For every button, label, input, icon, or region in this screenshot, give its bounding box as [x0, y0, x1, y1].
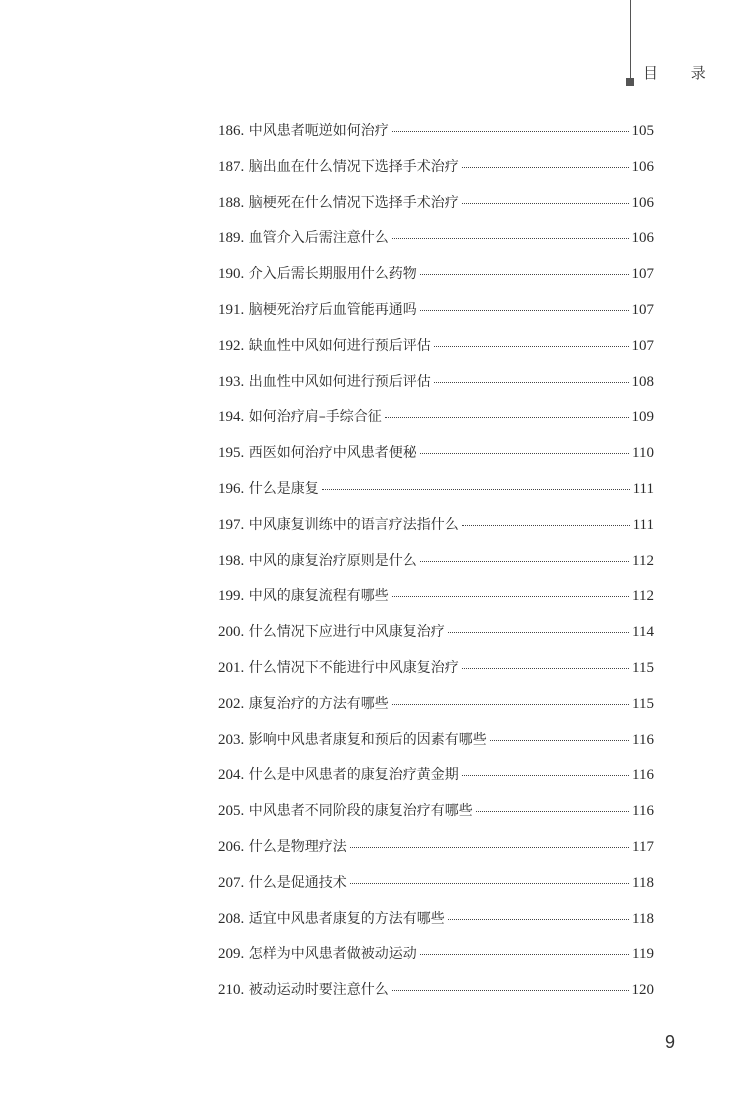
- toc-entry-label: 中风的康复治疗原则是什么: [248, 552, 417, 569]
- dot-leader: [462, 167, 629, 168]
- section-title: 目 录: [643, 64, 720, 82]
- toc-entry-label: 中风康复训练中的语言疗法指什么: [248, 516, 459, 533]
- toc-entry-number: 197.: [218, 516, 245, 533]
- dot-leader: [350, 847, 629, 848]
- toc-entry-title: [218, 693, 389, 713]
- toc-entry-page: 112: [632, 588, 654, 605]
- toc-entry[interactable]: [218, 227, 654, 263]
- toc-entry-number: 203.: [218, 731, 245, 748]
- toc-entry-page: 118: [632, 874, 654, 891]
- toc-entry[interactable]: [218, 872, 654, 908]
- toc-entry-page: 110: [632, 445, 654, 462]
- toc-entry[interactable]: [218, 800, 654, 836]
- toc-entry[interactable]: [218, 836, 654, 872]
- toc-entry-title: [218, 192, 459, 212]
- toc-entry-label: 被动运动时要注意什么: [248, 982, 389, 999]
- toc-entry-number: 198.: [218, 552, 245, 569]
- toc-entry-title: [218, 263, 417, 283]
- toc-entry-number: 189.: [218, 230, 245, 247]
- toc-entry[interactable]: [218, 299, 654, 335]
- toc-entry-number: 193.: [218, 373, 245, 390]
- toc-entry-label: 中风患者不同阶段的康复治疗有哪些: [248, 803, 473, 820]
- toc-entry-number: 187.: [218, 158, 245, 175]
- toc-entry[interactable]: [218, 156, 654, 192]
- toc-entry-title: [218, 442, 417, 462]
- toc-entry-label: 血管介入后需注意什么: [248, 230, 389, 247]
- toc-entry[interactable]: [218, 729, 654, 765]
- toc-entry-number: 210.: [218, 982, 245, 999]
- toc-entry-title: [218, 657, 459, 677]
- dot-leader: [448, 919, 629, 920]
- toc-entry-page: 106: [631, 194, 654, 211]
- dot-leader: [350, 883, 629, 884]
- toc-entry-number: 190.: [218, 266, 245, 283]
- toc-entry-page: 106: [631, 230, 654, 247]
- toc-entry-number: 201.: [218, 659, 245, 676]
- toc-entry-label: 适宜中风患者康复的方法有哪些: [248, 910, 445, 927]
- table-of-contents: [218, 120, 654, 1015]
- dot-leader: [420, 310, 629, 311]
- toc-entry-label: 缺血性中风如何进行预后评估: [248, 337, 431, 354]
- toc-entry-page: 118: [632, 910, 654, 927]
- dot-leader: [434, 346, 629, 347]
- toc-entry[interactable]: [218, 585, 654, 621]
- dot-leader: [462, 775, 629, 776]
- toc-entry-number: 209.: [218, 946, 245, 963]
- dot-leader: [322, 489, 630, 490]
- toc-entry[interactable]: [218, 943, 654, 979]
- toc-entry-label: 中风患者呃逆如何治疗: [248, 123, 389, 139]
- toc-entry-title: [218, 478, 319, 498]
- toc-entry-title: [218, 371, 431, 391]
- toc-entry-title: [218, 550, 417, 570]
- toc-entry-label: 影响中风患者康复和预后的因素有哪些: [248, 731, 487, 748]
- toc-entry-number: 186.: [218, 123, 245, 139]
- dot-leader: [462, 525, 630, 526]
- toc-entry-title: [218, 872, 347, 892]
- toc-entry-number: 194.: [218, 409, 245, 426]
- toc-entry-number: 196.: [218, 480, 245, 497]
- toc-entry-label: 什么是促通技术: [248, 874, 347, 891]
- toc-entry[interactable]: [218, 514, 654, 550]
- toc-entry-page: 116: [632, 767, 654, 784]
- dot-leader: [392, 238, 629, 239]
- toc-entry-label: 脑梗死治疗后血管能再通吗: [248, 301, 417, 318]
- toc-entry-label: 中风的康复流程有哪些: [248, 588, 389, 605]
- toc-entry-label: 西医如何治疗中风患者便秘: [248, 445, 417, 462]
- toc-entry[interactable]: [218, 335, 654, 371]
- toc-entry-label: 脑梗死在什么情况下选择手术治疗: [248, 194, 459, 211]
- toc-entry-number: 191.: [218, 301, 245, 318]
- toc-entry-title: [218, 836, 347, 856]
- toc-entry-title: [218, 908, 445, 928]
- toc-entry[interactable]: [218, 657, 654, 693]
- toc-entry-title: [218, 335, 431, 355]
- toc-entry-title: [218, 406, 382, 426]
- toc-entry-title: [218, 764, 459, 784]
- dot-leader: [420, 453, 629, 454]
- toc-entry-label: 介入后需长期服用什么药物: [248, 266, 417, 283]
- toc-entry-number: 202.: [218, 695, 245, 712]
- dot-leader: [392, 131, 629, 132]
- toc-entry-title: [218, 800, 473, 820]
- dot-leader: [392, 596, 629, 597]
- dot-leader: [434, 382, 629, 383]
- toc-entry[interactable]: [218, 442, 654, 478]
- toc-entry-label: 什么情况下应进行中风康复治疗: [248, 624, 445, 641]
- toc-entry-label: 什么是康复: [248, 480, 319, 497]
- toc-entry-title: [218, 120, 389, 140]
- dot-leader: [385, 417, 629, 418]
- toc-entry-page: 105: [631, 123, 654, 139]
- toc-entry-title: [218, 585, 389, 605]
- toc-entry[interactable]: [218, 550, 654, 586]
- toc-entry-page: 119: [632, 946, 654, 963]
- toc-entry-title: [218, 943, 417, 963]
- toc-entry-page: 115: [632, 695, 654, 712]
- toc-entry[interactable]: [218, 120, 654, 156]
- toc-entry-number: 205.: [218, 803, 245, 820]
- toc-entry-page: 116: [632, 731, 654, 748]
- toc-entry-page: 111: [632, 480, 654, 497]
- toc-entry-title: [218, 227, 389, 247]
- toc-entry-label: 如何治疗肩–手综合征: [248, 409, 382, 426]
- dot-leader: [420, 954, 629, 955]
- dot-leader: [392, 990, 629, 991]
- toc-entry-page: 107: [631, 266, 654, 283]
- dot-leader: [420, 274, 629, 275]
- toc-entry-page: 107: [631, 337, 654, 354]
- toc-entry-page: 120: [631, 982, 654, 999]
- toc-entry-number: 188.: [218, 194, 245, 211]
- toc-entry[interactable]: [218, 478, 654, 514]
- toc-entry-label: 怎样为中风患者做被动运动: [248, 946, 417, 963]
- toc-entry-number: 206.: [218, 838, 245, 855]
- dot-leader: [476, 811, 629, 812]
- toc-entry-page: 112: [632, 552, 654, 569]
- toc-entry[interactable]: [218, 192, 654, 228]
- page-number: 9: [665, 1032, 676, 1052]
- toc-entry[interactable]: [218, 693, 654, 729]
- dot-leader: [448, 632, 629, 633]
- toc-entry-page: 106: [631, 158, 654, 175]
- toc-entry-label: 康复治疗的方法有哪些: [248, 695, 389, 712]
- toc-entry-number: 208.: [218, 910, 245, 927]
- toc-entry-number: 195.: [218, 445, 245, 462]
- toc-entry-label: 什么是中风患者的康复治疗黄金期: [248, 767, 459, 784]
- toc-entry-page: 109: [631, 409, 654, 426]
- dot-leader: [462, 203, 629, 204]
- dot-leader: [462, 668, 629, 669]
- toc-entry-page: 116: [632, 803, 654, 820]
- toc-entry-title: [218, 729, 487, 749]
- toc-entry[interactable]: [218, 908, 654, 944]
- toc-entry[interactable]: [218, 371, 654, 407]
- toc-entry-title: [218, 156, 459, 176]
- toc-entry-page: 117: [632, 838, 654, 855]
- toc-entry-number: 200.: [218, 624, 245, 641]
- toc-entry-label: 脑出血在什么情况下选择手术治疗: [248, 158, 459, 175]
- header-vertical-rule: [630, 0, 631, 78]
- toc-entry-number: 192.: [218, 337, 245, 354]
- header-square-marker: [626, 78, 634, 86]
- toc-entry-title: [218, 621, 445, 641]
- toc-entry-number: 207.: [218, 874, 245, 891]
- dot-leader: [490, 740, 629, 741]
- toc-entry-title: [218, 514, 459, 534]
- toc-entry[interactable]: [218, 263, 654, 299]
- toc-entry[interactable]: [218, 406, 654, 442]
- toc-entry-label: 什么情况下不能进行中风康复治疗: [248, 659, 459, 676]
- dot-leader: [392, 704, 629, 705]
- dot-leader: [420, 561, 629, 562]
- toc-entry-title: [218, 979, 389, 999]
- toc-entry-page: 115: [632, 659, 654, 676]
- toc-entry-number: 204.: [218, 767, 245, 784]
- toc-entry[interactable]: [218, 979, 654, 1015]
- toc-entry[interactable]: [218, 621, 654, 657]
- toc-entry[interactable]: [218, 764, 654, 800]
- toc-entry-page: 108: [631, 373, 654, 390]
- toc-entry-label: 什么是物理疗法: [248, 838, 347, 855]
- toc-entry-number: 199.: [218, 588, 245, 605]
- toc-entry-title: [218, 299, 417, 319]
- toc-entry-page: 107: [631, 301, 654, 318]
- toc-entry-page: 114: [632, 624, 654, 641]
- toc-entry-page: 111: [632, 516, 654, 533]
- toc-entry-label: 出血性中风如何进行预后评估: [248, 373, 431, 390]
